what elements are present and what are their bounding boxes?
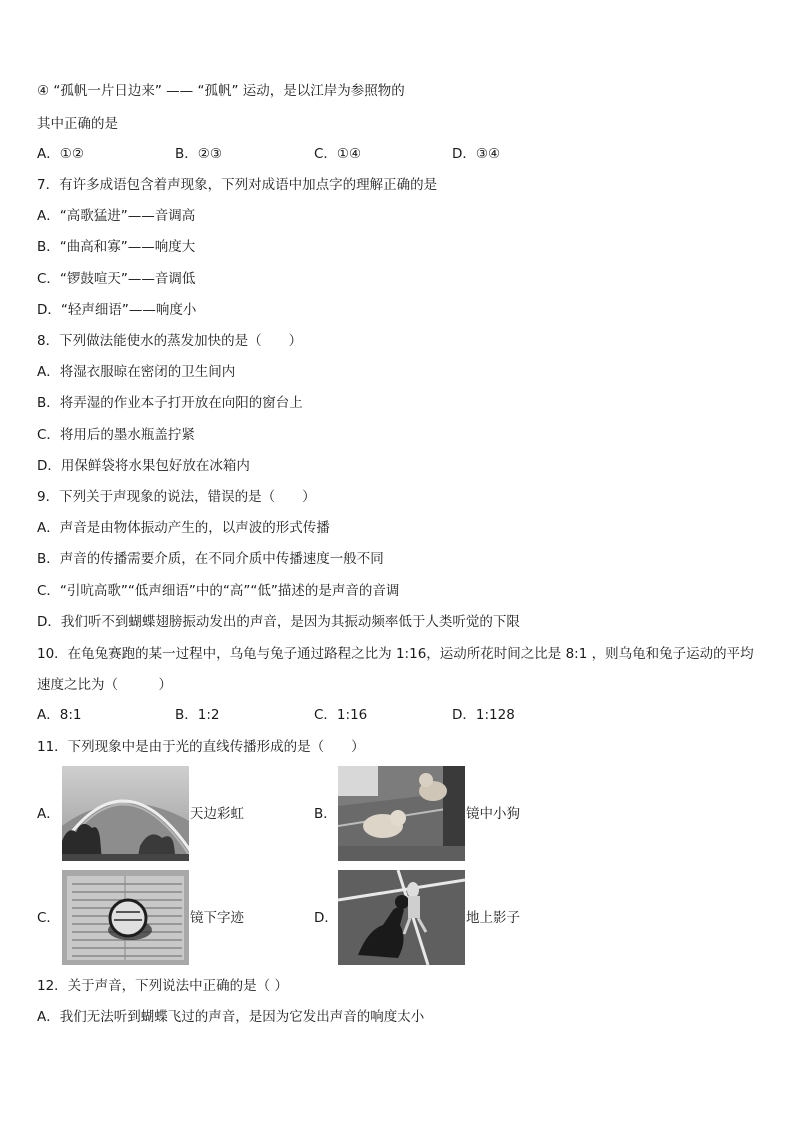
q12-stem: 12．关于声音，下列说法中正确的是（ ） xyxy=(37,978,288,994)
q10-stem-line-2: 速度之比为（ ） xyxy=(37,677,172,693)
q10-stem-line-1: 10．在龟兔赛跑的某一过程中，乌龟与兔子通过路程之比为 1:16，运动所花时间之比是 8:1 ，则乌龟和兔子运动的平均 xyxy=(37,646,754,662)
q6-option-c: C．①④ xyxy=(314,146,362,162)
q11-option-b-letter: B． xyxy=(314,806,337,822)
q10-option-a: A．8:1 xyxy=(37,707,82,723)
q10-option-d: D．1:128 xyxy=(452,707,515,723)
magnifier-photo xyxy=(62,870,189,965)
q8-option-b: B．将弄湿的作业本子打开放在向阳的窗台上 xyxy=(37,395,303,411)
q9-option-a: A．声音是由物体振动产生的，以声波的形式传播 xyxy=(37,520,330,536)
q8-stem: 8．下列做法能使水的蒸发加快的是（ ） xyxy=(37,333,303,349)
q10-option-b: B．1:2 xyxy=(175,707,220,723)
rainbow-photo xyxy=(62,766,189,861)
dog-mirror-photo xyxy=(338,766,465,861)
q11-option-d-letter: D． xyxy=(314,910,338,926)
q12-option-a: A．我们无法听到蝴蝶飞过的声音，是因为它发出声音的响度太小 xyxy=(37,1009,425,1025)
q6-option-d: D．③④ xyxy=(452,146,501,162)
q7-option-a: A．“高歌猛进”——音调高 xyxy=(37,208,196,224)
q11-option-c-caption: 镜下字迹 xyxy=(190,910,244,926)
q6-item-4: ④ “孤帆一片日边来” —— “孤帆” 运动，是以江岸为参照物的 xyxy=(37,83,405,99)
q6-option-a: A．①② xyxy=(37,146,84,162)
shadow-photo xyxy=(338,870,465,965)
q11-option-c-letter: C． xyxy=(37,910,60,926)
q9-stem: 9．下列关于声现象的说法，错误的是（ ） xyxy=(37,489,316,505)
q8-option-a: A．将湿衣服晾在密闭的卫生间内 xyxy=(37,364,236,380)
q6-stem-tail: 其中正确的是 xyxy=(37,116,118,132)
q10-option-c: C．1:16 xyxy=(314,707,368,723)
q8-option-d: D．用保鲜袋将水果包好放在冰箱内 xyxy=(37,458,250,474)
q11-option-d-caption: 地上影子 xyxy=(466,910,520,926)
q11-option-b-caption: 镜中小狗 xyxy=(466,806,520,822)
q11-option-a-caption: 天边彩虹 xyxy=(190,806,244,822)
q7-option-c: C．“锣鼓喧天”——音调低 xyxy=(37,271,196,287)
q11-stem: 11．下列现象中是由于光的直线传播形成的是（ ） xyxy=(37,739,365,755)
q8-option-c: C．将用后的墨水瓶盖拧紧 xyxy=(37,427,195,443)
q7-option-d: D．“轻声细语”——响度小 xyxy=(37,302,197,318)
q9-option-d: D．我们听不到蝴蝶翅膀振动发出的声音，是因为其振动频率低于人类听觉的下限 xyxy=(37,614,520,630)
q9-option-b: B．声音的传播需要介质，在不同介质中传播速度一般不同 xyxy=(37,551,384,567)
q6-option-b: B．②③ xyxy=(175,146,222,162)
q7-stem: 7．有许多成语包含着声现象，下列对成语中加点字的理解正确的是 xyxy=(37,177,438,193)
q11-option-a-letter: A． xyxy=(37,806,60,822)
q9-option-c: C．“引吭高歌”“低声细语”中的“高”“低”描述的是声音的音调 xyxy=(37,583,400,599)
q7-option-b: B．“曲高和寡”——响度大 xyxy=(37,239,196,255)
